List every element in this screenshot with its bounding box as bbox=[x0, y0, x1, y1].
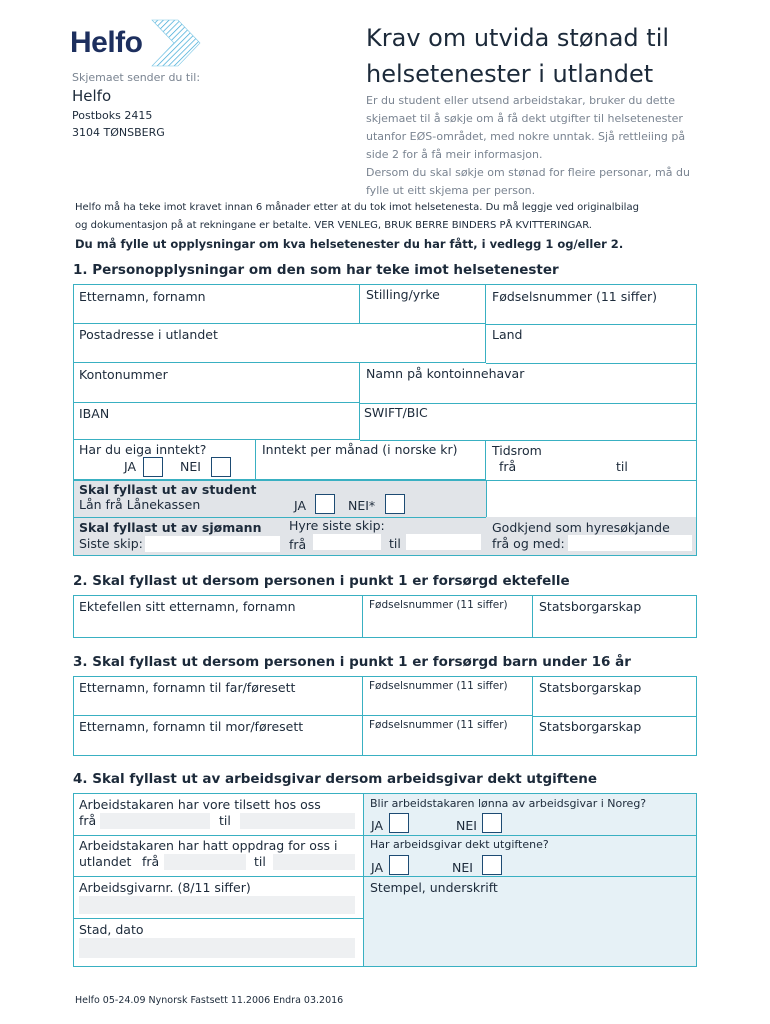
covered-question-label: Har arbeidsgivar dekt utgiftene? bbox=[370, 838, 549, 851]
student-no-checkbox[interactable] bbox=[385, 494, 405, 514]
divider bbox=[73, 876, 697, 877]
approved-from-label: frå og med: bbox=[492, 536, 565, 551]
last-ship-label: Siste skip: bbox=[79, 536, 143, 551]
assignment-to-label: til bbox=[254, 854, 266, 869]
iban-label: IBAN bbox=[79, 406, 110, 421]
salary-yes-label: JA bbox=[371, 818, 384, 833]
assignment-from-label: frå bbox=[142, 854, 160, 869]
address-label: Postadresse i utlandet bbox=[79, 327, 218, 342]
divider bbox=[73, 517, 486, 518]
assignment-question-label-2: utlandet bbox=[79, 854, 132, 869]
recipient-box: Postboks 2415 bbox=[72, 109, 153, 122]
hired-from-input[interactable] bbox=[313, 534, 381, 550]
place-date-input[interactable] bbox=[79, 938, 355, 958]
section1-heading: 1. Personopplysningar om den som har teke imot helsetenester bbox=[73, 262, 559, 278]
section3-heading: 3. Skal fyllast ut dersom personen i punkt 1 er forsørgd barn under 16 år bbox=[73, 654, 631, 670]
last-ship-input[interactable] bbox=[145, 536, 280, 552]
income-no-checkbox[interactable] bbox=[211, 457, 231, 477]
salary-no-label: NEI bbox=[456, 818, 477, 833]
assignment-from-input[interactable] bbox=[164, 854, 246, 870]
recipient-city: 3104 TØNSBERG bbox=[72, 126, 165, 139]
divider bbox=[73, 835, 363, 836]
mother-citizenship-label[interactable]: Statsborgarskap bbox=[539, 719, 642, 734]
salary-no-checkbox[interactable] bbox=[482, 813, 502, 833]
spouse-ssn-label: Fødselsnummer (11 siffer) bbox=[369, 599, 508, 611]
org-no-label: Arbeidsgivarnr. (8/11 siffer) bbox=[79, 880, 251, 895]
divider bbox=[486, 363, 697, 364]
notice-bold: Du må fylle ut opplysningar om kva helsetenester du har fått, i vedlegg 1 og/eller 2. bbox=[75, 237, 624, 251]
approved-from-input[interactable] bbox=[568, 535, 692, 551]
covered-yes-label: JA bbox=[371, 860, 384, 875]
employed-from-input[interactable] bbox=[100, 813, 210, 829]
divider bbox=[360, 403, 697, 404]
approved-seeker-label: Godkjend som hyresøkjande bbox=[492, 520, 670, 535]
divider bbox=[73, 918, 363, 919]
spouse-citizenship-label[interactable]: Statsborgarskap bbox=[539, 599, 642, 614]
student-heading: Skal fyllast ut av student bbox=[79, 482, 257, 497]
father-name-label: Etternamn, fornamn til far/føresett bbox=[79, 680, 296, 695]
send-to-label: Skjemaet sender du til: bbox=[72, 71, 201, 84]
period-label: Tidsrom bbox=[492, 443, 542, 458]
iban-field[interactable] bbox=[73, 403, 360, 440]
section4-heading: 4. Skal fyllast ut av arbeidsgivar dersom arbeidsgivar dekt utgiftene bbox=[73, 771, 598, 787]
student-yes-label: JA bbox=[294, 498, 307, 513]
divider bbox=[73, 480, 697, 481]
student-no-label: NEI* bbox=[348, 498, 376, 513]
student-yes-checkbox[interactable] bbox=[315, 494, 335, 514]
student-loan-label: Lån frå Lånekassen bbox=[79, 497, 201, 512]
form-title-line1: Krav om utvida stønad til bbox=[366, 24, 670, 52]
place-date-label: Stad, dato bbox=[79, 922, 144, 937]
hired-to-input[interactable] bbox=[406, 534, 481, 550]
swift-label[interactable]: SWIFT/BIC bbox=[364, 405, 428, 420]
income-yes-label: JA bbox=[124, 459, 137, 474]
employed-to-input[interactable] bbox=[240, 813, 355, 829]
employed-question-label: Arbeidstakaren har vore tilsett hos oss bbox=[79, 797, 321, 812]
divider bbox=[486, 324, 697, 325]
intro-text: Er du student eller utsend arbeidstakar, bruker du dette skjemaet til å søkje om å få dekt utgifter til helsetenester utanfor EØS-området, med nokre unntak. Sjå rettleiing på side 2 for å få meir informasjon. Dersom du skal søkje om stønad for fleire personar, må du fylle ut eitt skjema per person. bbox=[366, 94, 690, 197]
income-no-label: NEI bbox=[180, 459, 201, 474]
salary-yes-checkbox[interactable] bbox=[389, 813, 409, 833]
form-title-line2: helsetenester i utlandet bbox=[366, 60, 654, 88]
helfo-logo-chevron-icon bbox=[148, 18, 202, 68]
assignment-to-input[interactable] bbox=[273, 854, 355, 870]
country-label[interactable]: Land bbox=[492, 327, 523, 342]
employed-from-label: frå bbox=[79, 813, 97, 828]
covered-yes-checkbox[interactable] bbox=[389, 855, 409, 875]
org-no-input[interactable] bbox=[79, 896, 355, 914]
stamp-label: Stempel, underskrift bbox=[370, 880, 498, 895]
salary-question-label: Blir arbeidstakaren lønna av arbeidsgivar i Noreg? bbox=[370, 797, 647, 810]
father-citizenship-label[interactable]: Statsborgarskap bbox=[539, 680, 642, 695]
position-label: Stilling/yrke bbox=[366, 287, 440, 302]
seaman-heading: Skal fyllast ut av sjømann bbox=[79, 520, 262, 535]
covered-no-label: NEI bbox=[452, 860, 473, 875]
ssn-label[interactable]: Fødselsnummer (11 siffer) bbox=[492, 289, 658, 304]
section2-heading: 2. Skal fyllast ut dersom personen i punkt 1 er forsørgd ektefelle bbox=[73, 573, 570, 589]
monthly-income-label: Inntekt per månad (i norske kr) bbox=[262, 442, 458, 457]
notice-line2: og dokumentasjon på at rekningane er betalte. VER VENLEG, BRUK BERRE BINDERS PÅ KVITTERINGAR. bbox=[75, 220, 592, 231]
account-holder-label[interactable]: Namn på kontoinnehavar bbox=[366, 366, 525, 381]
employed-to-label: til bbox=[219, 813, 231, 828]
hired-last-ship-label: Hyre siste skip: bbox=[289, 518, 385, 533]
account-label: Kontonummer bbox=[79, 367, 168, 382]
hired-from-label: frå bbox=[289, 537, 307, 552]
name-label: Etternamn, fornamn bbox=[79, 289, 206, 304]
mother-ssn-label: Fødselsnummer (11 siffer) bbox=[369, 719, 508, 731]
covered-no-checkbox[interactable] bbox=[482, 855, 502, 875]
father-ssn-label: Fødselsnummer (11 siffer) bbox=[369, 680, 508, 692]
period-from-label[interactable]: frå bbox=[499, 459, 517, 474]
mother-name-label: Etternamn, fornamn til mor/føresett bbox=[79, 719, 304, 734]
income-question-label: Har du eiga inntekt? bbox=[79, 442, 207, 457]
notice-line1: Helfo må ha teke imot kravet innan 6 månader etter at du tok imot helsetenesta. Du må leggje ved originalbilag bbox=[75, 202, 639, 213]
hired-to-label: til bbox=[389, 536, 401, 551]
spouse-name-label: Ektefellen sitt etternamn, fornamn bbox=[79, 599, 296, 614]
divider bbox=[363, 835, 697, 836]
divider bbox=[533, 716, 697, 717]
assignment-question-label: Arbeidstakaren har hatt oppdrag for oss i bbox=[79, 838, 338, 853]
divider bbox=[486, 480, 487, 517]
footer-text: Helfo 05-24.09 Nynorsk Fastsett 11.2006 Endra 03.2016 bbox=[75, 995, 344, 1006]
period-to-label[interactable]: til bbox=[616, 459, 628, 474]
helfo-logo-text: Helfo bbox=[70, 26, 143, 59]
recipient-name: Helfo bbox=[72, 87, 112, 105]
stamp-signature-area[interactable] bbox=[366, 896, 694, 964]
income-yes-checkbox[interactable] bbox=[143, 457, 163, 477]
